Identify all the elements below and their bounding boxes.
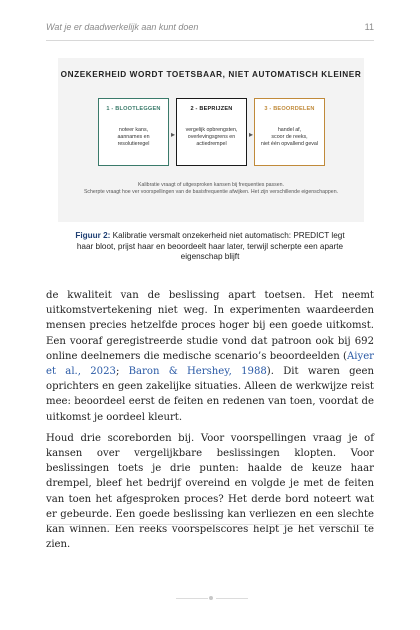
paragraph: Houd drie scoreborden bij. Voor voorspellingen vraag je of kansen over vergelijkbare beslissingen klopten. Voor beslissingen toets je drie punten: haalde de keuze haar drempel, bleef het bedrijf overeind en volgde je met de feiten van toen het afgesproken proces? Het derde bord noteert wat er gebeurde. Een goede beslissing kan verliezen en een slechte kan winnen. Een reeks voorspelscores helpt je het verschil te zien.: [46, 432, 374, 551]
arrow-icon: ▸: [171, 130, 176, 139]
page-number: 11: [364, 22, 374, 32]
step-box-price: [176, 98, 247, 166]
step-box-judge: [254, 98, 325, 166]
paragraph-text: ). Dit waren geen oprichters en geen zakelijke situaties. Alleen de werkwijze reist mee: beoordeel eerst de feiten en redenen van toen, voordat de uitkomst je oordeel kleurt.: [46, 366, 375, 423]
footer-ornament-line: [176, 598, 208, 599]
figure-note-sharpness: Scherpte vraagt hoe ver voorspellingen van de basisfrequentie afwijken. Het zijn verschillende eigenschappen.: [83, 189, 339, 195]
step-title: 3 - BEOORDELEN: [264, 106, 315, 112]
step-body: noteer kans, aannames en resolutieregel: [117, 127, 150, 147]
footer-ornament-dot: [209, 596, 213, 600]
caption-label: Figuur 2:: [75, 231, 111, 240]
step-title: 1 - BLOOTLEGGEN: [106, 106, 161, 112]
step-box-expose: [98, 98, 169, 166]
section-divider: [46, 524, 374, 525]
step-body: handel af, scoor de reeks, niet één opvallend geval: [260, 127, 319, 147]
running-header: [46, 22, 374, 32]
arrow-icon: ▸: [249, 130, 254, 139]
figure-panel: [58, 58, 364, 222]
header-divider: [46, 40, 374, 41]
running-title: Wat je er daadwerkelijk aan kunt doen: [46, 22, 199, 32]
figure-title: ONZEKERHEID WORDT TOETSBAAR, NIET AUTOMATISCH KLEINER: [60, 70, 362, 79]
citation-separator: ;: [115, 366, 129, 378]
figure-caption: [70, 231, 350, 263]
citation-link[interactable]: Baron & Hershey, 1988: [128, 366, 267, 378]
body-text: [46, 288, 374, 558]
step-title: 2 - BEPRIJZEN: [190, 106, 233, 112]
figure-notes: [64, 182, 358, 196]
paragraph-text: de kwaliteit van de beslissing apart toetsen. Het neemt uitkomstvertekening niet weg. In experimenten waardeerden mensen precies hetzelfde proces hoger bij een goede uitkomst. Een vooraf geregistreerde studie vond dat patroon ook bij 692 online deelnemers die medische scenario’s beoordeelden (: [46, 290, 374, 362]
paragraph: [46, 288, 374, 425]
caption-text: Kalibratie versmalt onzekerheid niet automatisch: PREDICT legt haar bloot, prijst haar en beoordeelt haar later, terwijl scherpte een aparte eigenschap blijft: [76, 231, 345, 262]
figure-note-calibration: Kalibratie vraagt of uitgesproken kansen bij frequenties passen.: [138, 182, 284, 188]
citation-link[interactable]: Aiyer et al., 2023: [46, 350, 374, 378]
step-body: vergelijk opbrengsten, overlevingsgrens en actiedrempel: [185, 127, 238, 147]
footer-ornament-line: [216, 598, 248, 599]
